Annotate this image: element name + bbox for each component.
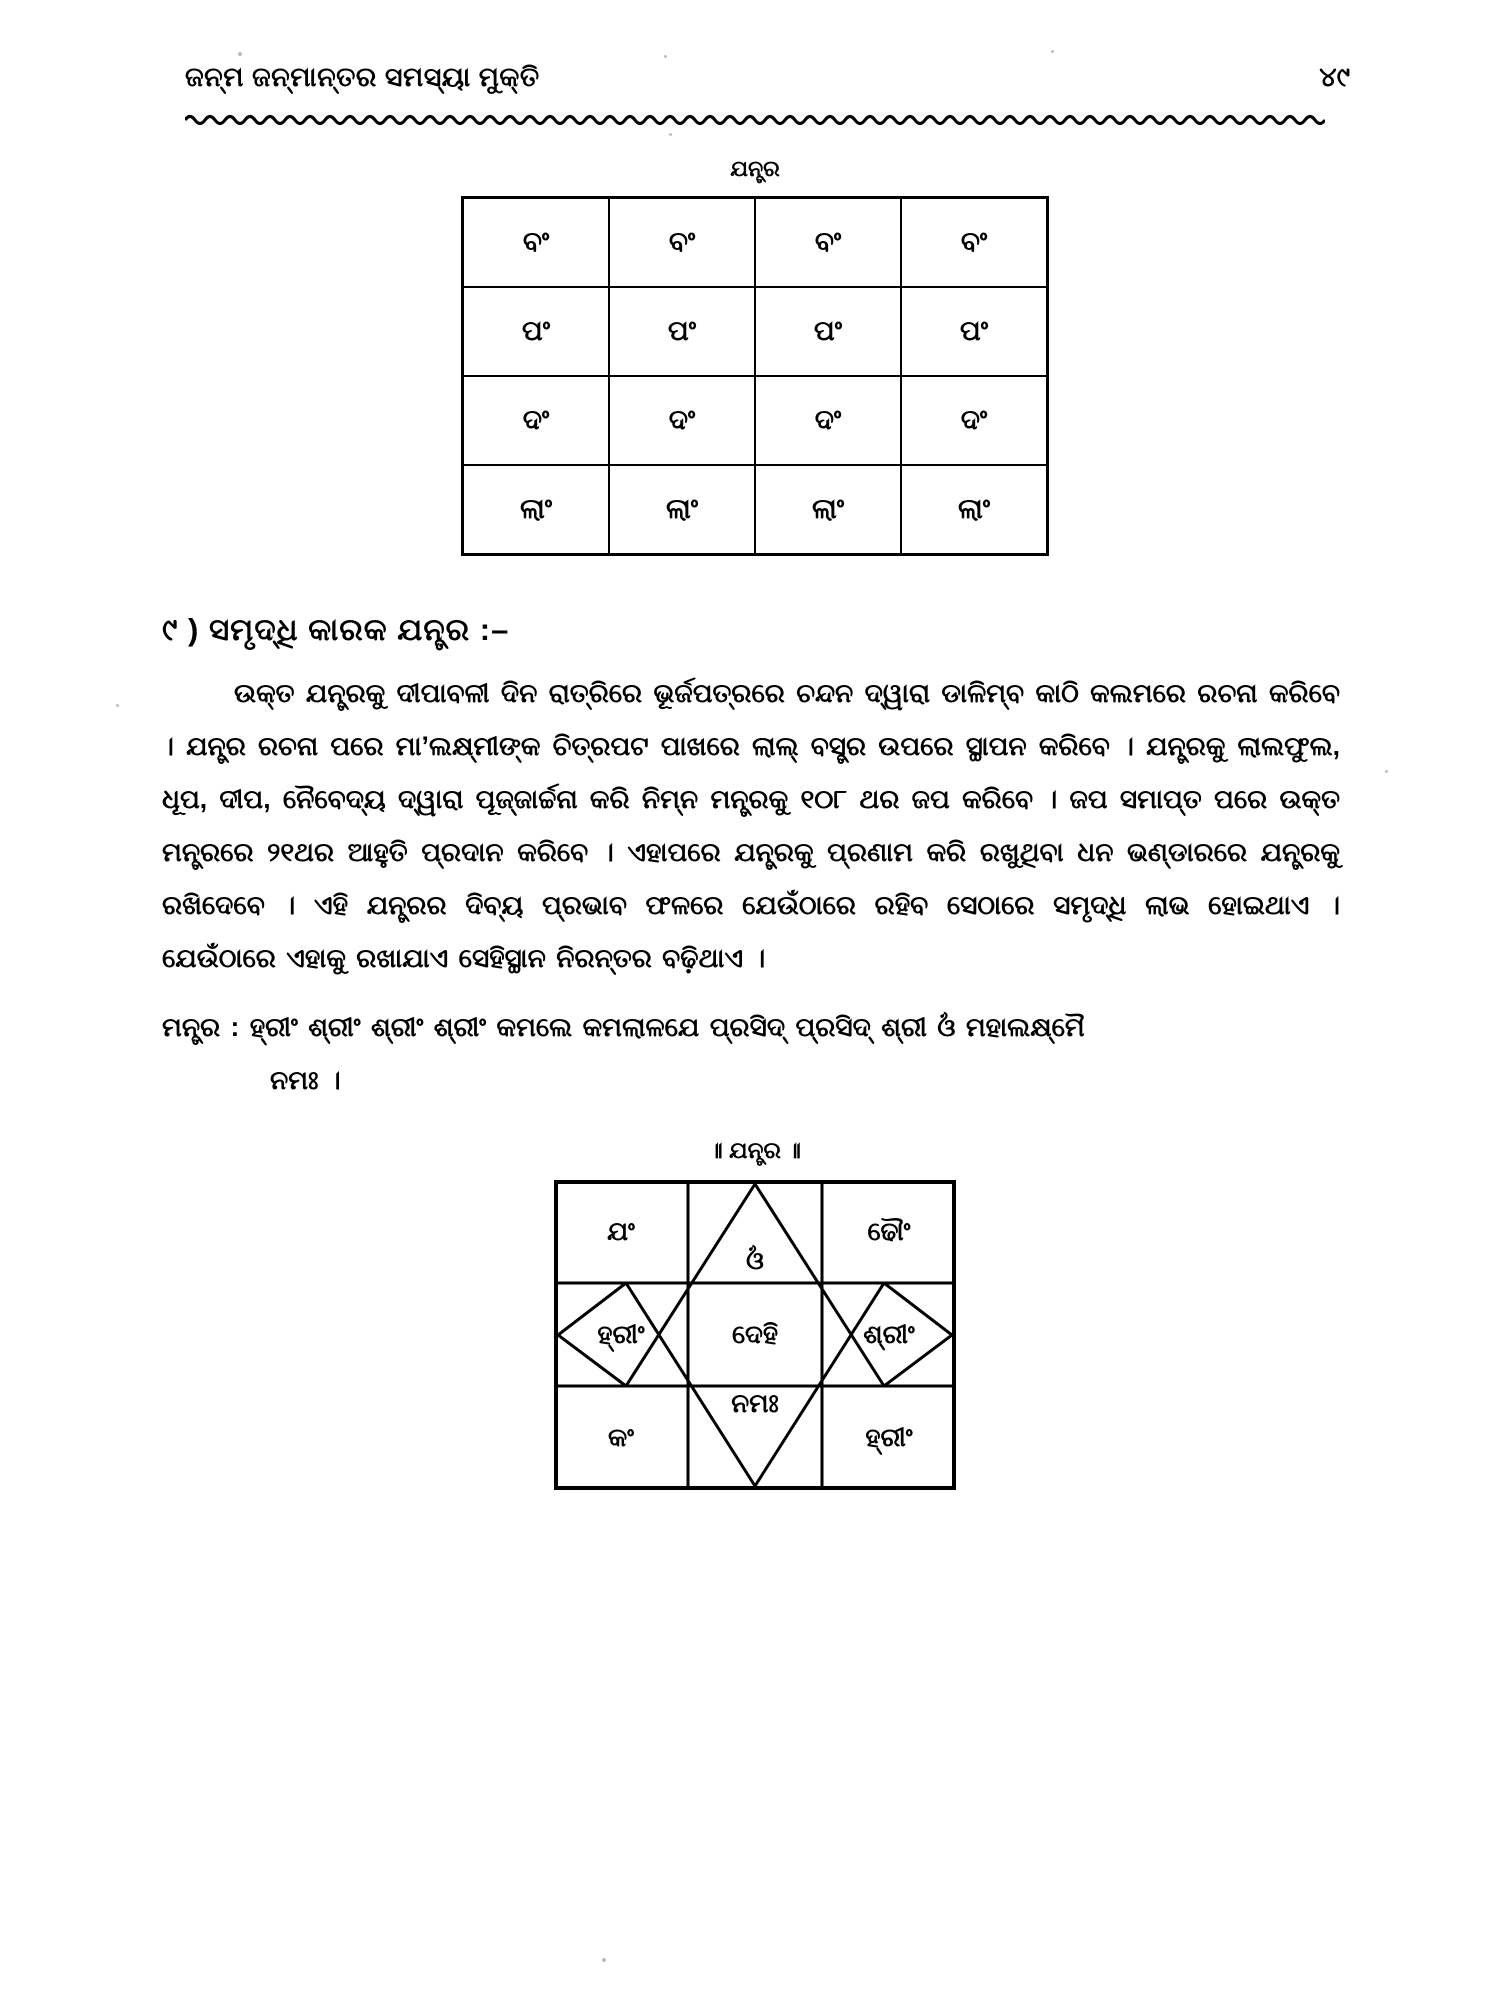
scan-speck bbox=[1051, 50, 1054, 53]
yantra-cell: ଢୌଂ bbox=[867, 1215, 911, 1246]
yantra-cell: ଦଂ bbox=[901, 376, 1048, 465]
mantra-block bbox=[162, 1001, 1350, 1107]
first-yantra-grid bbox=[461, 196, 1049, 556]
yantra-cell: ଦଂ bbox=[463, 376, 610, 465]
yantra-cell: ପଂ bbox=[755, 287, 901, 376]
yantra-cell: ପଂ bbox=[463, 287, 610, 376]
second-yantra-wrapper bbox=[140, 1180, 1370, 1490]
table-row bbox=[463, 465, 1048, 555]
scan-speck bbox=[669, 133, 672, 136]
yantra-cell: ପଂ bbox=[609, 287, 755, 376]
yantra-cell: ବଂ bbox=[755, 198, 901, 288]
yantra-cell: ଲାଂ bbox=[463, 465, 610, 555]
scan-speck bbox=[602, 1958, 606, 1962]
yantra-cell: ବଂ bbox=[901, 198, 1048, 288]
scan-speck bbox=[238, 52, 242, 56]
yantra-cell: ଲାଂ bbox=[609, 465, 755, 555]
running-head-title: ଜନ୍ମ ଜନ୍ମାନ୍ତର ସମସ୍ୟା ମୁକ୍ତି bbox=[185, 62, 540, 92]
mantra-label: ମନ୍ତ୍ର : bbox=[162, 1012, 240, 1042]
first-yantra-wrapper bbox=[140, 196, 1370, 556]
second-yantra-grid bbox=[554, 1180, 956, 1490]
yantra-cell: ଓଁ bbox=[746, 1245, 764, 1275]
yantra-cell: ହ୍ରୀଂ bbox=[597, 1318, 645, 1349]
yantra-cell: ହ୍ରୀଂ bbox=[865, 1421, 913, 1452]
page-content bbox=[140, 0, 1370, 1490]
yantra-cell: ନମଃ bbox=[731, 1388, 779, 1418]
yantra-cell: ଦେହି bbox=[731, 1318, 779, 1349]
yantra-cell: ପଂ bbox=[901, 287, 1048, 376]
table-row bbox=[463, 376, 1048, 465]
yantra-cell: ଯଂ bbox=[607, 1215, 635, 1246]
yantra-cell: ଦଂ bbox=[755, 376, 901, 465]
yantra-cell: ଲାଂ bbox=[755, 465, 901, 555]
section-paragraph: ଉକ୍ତ ଯନ୍ତ୍ରକୁ ଦୀପାବଳୀ ଦିନ ରାତ୍ରିରେ ଭୂର୍ଜପତ୍ରରେ ଚନ୍ଦନ ଦ୍ୱାରା ଡାଳିମ୍ବ କାଠି କଲମରେ ରଚନା କରିବେ । ଯନ୍ତ୍ର ରଚନା ପରେ ମା’ଲକ୍ଷ୍ମୀଙ୍କ ଚିତ୍ରପଟ ପାଖରେ ଲାଲ୍ ବସ୍ତ୍ର ଉପରେ ସ୍ଥାପନ କରିବେ । ଯନ୍ତ୍ରକୁ ଲାଲଫୁଲ, ଧୂପ, ଦୀପ, ନୈବେଦ୍ୟ ଦ୍ୱାରା ପୂଜ୍ଜାର୍ଚ୍ଚନା କରି ନିମ୍ନ ମନ୍ତ୍ରକୁ ୧୦୮ ଥର ଜପ କରିବେ । ଜପ ସମାପ୍ତ ପରେ ଉକ୍ତ ମନ୍ତ୍ରରେ ୨୧ଥର ଆହୁତି ପ୍ରଦାନ କରିବେ । ଏହାପରେ ଯନ୍ତ୍ରକୁ ପ୍ରଣାମ କରି ରଖୁଥିବା ଧନ ଭଣ୍ଡାରରେ ଯନ୍ତ୍ରକୁ ରଖିଦେବେ । ଏହି ଯନ୍ତ୍ରର ଦିବ୍ୟ ପ୍ରଭାବ ଫଳରେ ଯେଉଁଠାରେ ରହିବ ସେଠାରେ ସମୃଦ୍ଧି ଲାଭ ହୋଇଥାଏ । ଯେଉଁଠାରେ ଏହାକୁ ରଖାଯାଏ ସେହିସ୍ଥାନ ନିରନ୍ତର ବଢ଼ିଥାଏ । bbox=[162, 678, 1340, 973]
first-yantra-caption: ଯନ୍ତ୍ର bbox=[730, 156, 780, 181]
page-header bbox=[140, 62, 1370, 122]
section-heading: ୯ ) ସମୃଦ୍ଧି କାରକ ଯନ୍ତ୍ର :– bbox=[162, 612, 510, 647]
yantra-cell: ବଂ bbox=[609, 198, 755, 288]
second-yantra-caption: ॥ ଯନ୍ତ୍ର ॥ bbox=[709, 1137, 801, 1163]
scan-speck bbox=[116, 704, 119, 707]
table-row bbox=[463, 287, 1048, 376]
mantra-text-line1: ହ୍ରୀଂ ଶ୍ରୀଂ ଶ୍ରୀଂ ଶ୍ରୀଂ କମଲେ କମଲାଳଯେ ପ୍ରସିଦ୍ ପ୍ରସିଦ୍ ଶ୍ରୀ ଓଁ ମହାଲକ୍ଷ୍ମୈ bbox=[249, 1012, 1085, 1042]
yantra-cell: କଂ bbox=[608, 1421, 634, 1452]
wavy-divider bbox=[185, 112, 1325, 126]
yantra-cell: ଶ୍ରୀଂ bbox=[863, 1318, 915, 1349]
scan-speck bbox=[1385, 770, 1388, 773]
mantra-text-line2: ନମଃ । bbox=[270, 1065, 341, 1095]
yantra-cell: ଦଂ bbox=[609, 376, 755, 465]
table-row bbox=[463, 198, 1048, 288]
scan-speck bbox=[664, 55, 667, 58]
yantra-cell: ବଂ bbox=[463, 198, 610, 288]
yantra-cell: ଲାଂ bbox=[901, 465, 1048, 555]
page-number: ୪୯ bbox=[1319, 62, 1350, 92]
